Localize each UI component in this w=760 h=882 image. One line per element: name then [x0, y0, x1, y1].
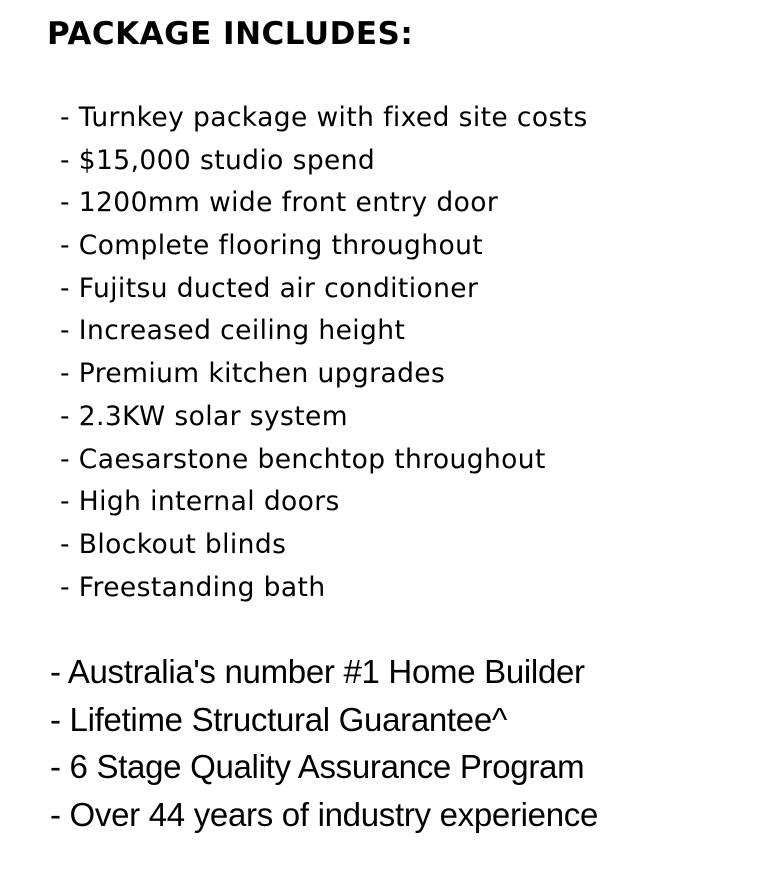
builder-highlights-list	[50, 648, 598, 838]
highlight-item: - Over 44 years of industry experience	[50, 795, 599, 833]
list-item: - 2.3KW solar system	[60, 400, 348, 432]
list-item: - Complete flooring throughout	[60, 230, 484, 262]
highlight-item: - Lifetime Structural Guarantee^	[50, 700, 508, 738]
highlight-item: - Australia's number #1 Home Builder	[50, 653, 585, 690]
list-item: - High internal doors	[60, 486, 340, 518]
package-includes-heading: PACKAGE INCLUDES:	[47, 16, 414, 52]
package-includes-list	[60, 97, 588, 609]
list-item: - Freestanding bath	[60, 571, 326, 603]
list-item: - Blockout blinds	[60, 528, 287, 560]
list-item: - Caesarstone benchtop throughout	[60, 443, 546, 475]
list-item: - Increased ceiling height	[60, 315, 406, 347]
list-item: - Turnkey package with fixed site costs	[60, 102, 588, 133]
list-item: - Fujitsu ducted air conditioner	[60, 272, 479, 304]
list-item: - 1200mm wide front entry door	[60, 187, 499, 219]
list-item: - $15,000 studio spend	[60, 144, 376, 176]
highlight-item: - 6 Stage Quality Assurance Program	[50, 748, 585, 785]
list-item: - Premium kitchen upgrades	[60, 358, 446, 390]
